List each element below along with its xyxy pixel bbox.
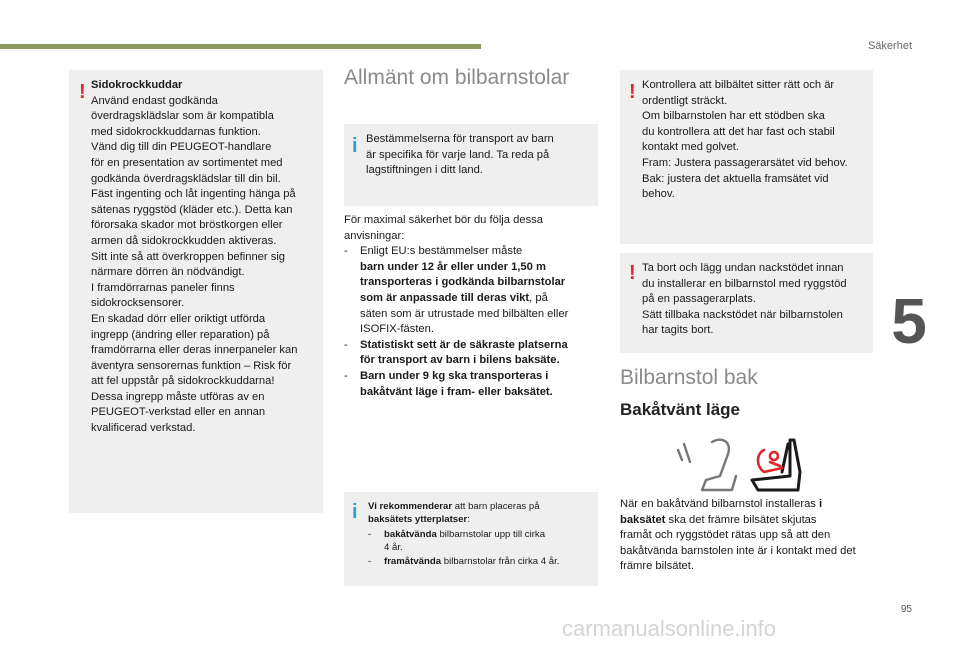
warning-line: Vänd dig till din PEUGEOT-handlare <box>91 141 272 154</box>
warning-line: I framdörrarnas paneler finns <box>91 281 235 294</box>
info-line: är specifika för varje land. Ta reda på <box>366 148 550 161</box>
warning-line: Dessa ingrepp måste utföras av en <box>91 390 265 403</box>
instruction-text: för transport av barn i bilens baksäte. <box>360 354 560 367</box>
warning-line: för en presentation av sortimentet med <box>91 156 283 169</box>
warning-icon: ! <box>79 81 86 103</box>
instruction-text: säten som är utrustade med bilbälten eller <box>360 307 569 320</box>
warning-line: Fram: Justera passagerarsätet vid behov. <box>642 156 848 169</box>
warning-line: du installerar en bilbarnstol med ryggstöd <box>642 277 847 290</box>
instruction-text: ISOFIX-fästen. <box>360 323 434 336</box>
warning-line: Om bilbarnstolen har ett stödben ska <box>642 110 825 123</box>
warning-line: sidokrocksensorer. <box>91 297 185 310</box>
body-text: i <box>819 498 823 510</box>
child-seat-icon <box>758 450 782 472</box>
info-line: lagstiftningen i ditt land. <box>366 164 483 177</box>
instruction-text: - Barn under 9 kg ska transporteras i <box>360 369 549 382</box>
instruction-text: - Statistiskt sett är de säkraste platserna <box>360 338 568 351</box>
warning-icon: ! <box>629 262 636 284</box>
warning-text <box>642 261 870 339</box>
instruction-text: - Enligt EU:s bestämmelser måste <box>360 245 523 258</box>
rec-text: Vi rekommenderar <box>368 501 453 512</box>
rec-text: baksätets ytterplatser <box>368 514 468 526</box>
intro-line: För maximal säkerhet bör du följa dessa <box>344 214 543 226</box>
warning-line: närmare dörren än nödvändigt. <box>91 266 245 279</box>
recommendation-text <box>368 500 594 568</box>
rec-item <box>368 528 594 555</box>
warning-line: sätenas ryggstöd (kläder etc.). Detta kan <box>91 203 293 216</box>
rec-text: 4 år. <box>384 542 403 554</box>
rec-list <box>368 528 594 568</box>
warning-line: att fel uppstår på sidokrockkuddarna! <box>91 375 275 388</box>
warning-line: godkända överdragsklädslar till din bil. <box>91 172 281 185</box>
subheading-rear-facing: Bakåtvänt läge <box>620 400 740 419</box>
warning-box-side-airbags <box>69 70 323 513</box>
rec-item <box>368 555 594 568</box>
warning-line: Fäst ingenting och låt ingenting hänga på <box>91 188 296 201</box>
rec-text: bilbarnstolar från cirka 4 år. <box>441 555 560 567</box>
rec-text: framåtvända <box>384 555 442 567</box>
info-text <box>366 132 594 179</box>
instruction-item <box>344 338 600 369</box>
warning-line: Bak: justera det aktuella framsätet vid <box>642 172 829 185</box>
warning-line: överdragsklädslar som är kompatibla <box>91 110 274 123</box>
warning-line: Kontrollera att bilbältet sitter rätt och är <box>642 79 835 91</box>
instruction-text: som är anpassade till deras vikt <box>360 291 530 304</box>
body-text: framåt och ryggstödet rätas upp så att den <box>620 529 831 542</box>
watermark: carmanualsonline.info <box>562 616 777 641</box>
warning-line: behov. <box>642 188 675 201</box>
body-text: baksätet <box>620 513 666 526</box>
warning-line: En skadad dörr eller oriktigt utförda <box>91 312 266 325</box>
rec-text: att barn placeras på <box>452 501 540 512</box>
instruction-text: bakåtvänt läge i fram- eller baksätet. <box>360 385 553 398</box>
section-title: Säkerhet <box>867 40 912 52</box>
chapter-number: 5 <box>891 285 927 357</box>
warning-text <box>642 78 870 203</box>
warning-line: kontakt med golvet. <box>642 141 740 154</box>
rear-facing-body <box>620 497 882 575</box>
safety-instructions <box>344 213 600 400</box>
rec-text: bilbarnstolar upp till cirka <box>436 528 546 540</box>
info-line: Bestämmelserna för transport av barn <box>366 133 554 145</box>
warning-line: på en passagerarplats. <box>642 293 756 306</box>
warning-line: du kontrollera att det har fast och stabil <box>642 125 835 138</box>
warning-line: äventyra sensorernas funktion – Risk för <box>91 359 292 372</box>
body-text: När en bakåtvänd bilbarnstol installeras <box>620 498 819 510</box>
page-number: 95 <box>900 604 912 615</box>
body-text: bakåtvända barnstolen inte är i kontakt med det <box>620 544 856 557</box>
instruction-text: , på <box>529 291 548 304</box>
warning-line: armen då sidokrockkudden aktiveras. <box>91 234 277 247</box>
warning-icon: ! <box>629 81 636 103</box>
body-text: främre bilsätet. <box>620 560 694 573</box>
info-box-regulations <box>344 124 598 206</box>
warning-line: med sidokrockkuddarnas funktion. <box>91 125 261 138</box>
info-icon: i <box>352 501 358 523</box>
warning-line: PEUGEOT-verkstad eller en annan <box>91 406 266 419</box>
front-seat-icon <box>678 440 736 490</box>
warning-line: Använd endast godkända <box>91 94 218 107</box>
header-accent-bar <box>0 44 481 49</box>
warning-title: Sidokrockkuddar <box>91 79 183 91</box>
warning-line: kvalificerad verkstad. <box>91 422 196 435</box>
instruction-text: barn under 12 år eller under 1,50 m <box>360 260 546 273</box>
instruction-item <box>344 369 600 400</box>
warning-line: ordentligt sträckt. <box>642 94 728 107</box>
intro-line: anvisningar: <box>344 229 405 242</box>
instruction-item <box>344 244 600 338</box>
warning-box-seatbelt <box>620 70 873 244</box>
instruction-text: transporteras i godkända bilbarnstolar <box>360 276 566 289</box>
info-box-recommendation <box>344 492 598 586</box>
warning-line: Ta bort och lägg undan nackstödet innan <box>642 262 844 274</box>
rear-facing-seat-illustration <box>670 432 810 496</box>
warning-line: Sitt inte så att överkroppen befinner sig <box>91 250 286 263</box>
heading-child-seats-general: Allmänt om bilbarnstolar <box>344 66 570 89</box>
rec-text: : <box>467 514 470 526</box>
body-text: ska det främre bilsätet skjutas <box>665 513 817 526</box>
warning-line: Sätt tillbaka nackstödet när bilbarnstolen <box>642 308 843 321</box>
warning-text <box>91 78 321 437</box>
warning-box-headrest <box>620 253 873 353</box>
warning-line: har tagits bort. <box>642 324 714 337</box>
instruction-list <box>344 244 600 400</box>
info-icon: i <box>352 135 358 157</box>
warning-line: förorsaka skador mot bröstkorgen eller <box>91 219 283 232</box>
warning-line: framdörrarna eller deras innerpaneler kan <box>91 344 298 357</box>
rec-text: bakåtvända <box>384 528 437 540</box>
heading-rear-child-seat: Bilbarnstol bak <box>620 366 758 389</box>
warning-line: ingrepp (ändring eller reparation) på <box>91 328 270 341</box>
